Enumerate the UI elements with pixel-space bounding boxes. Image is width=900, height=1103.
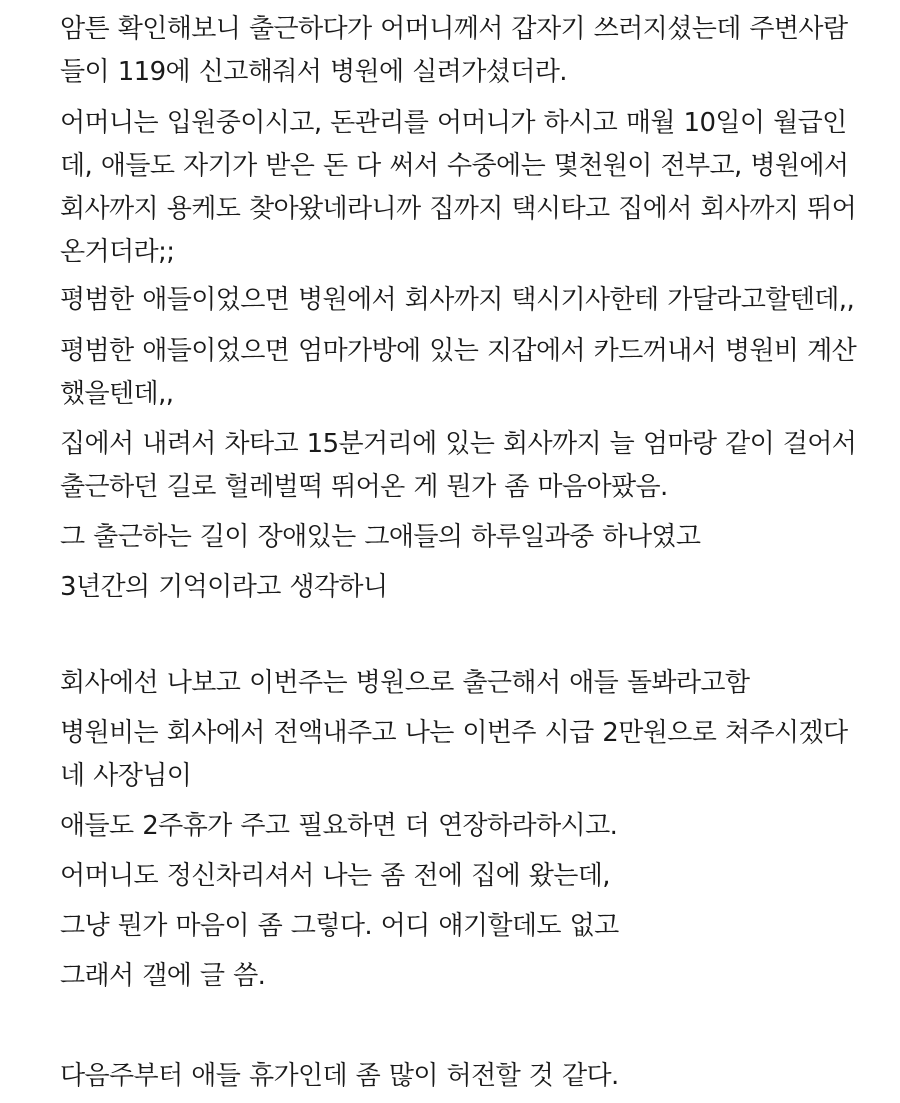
text-line: 데, 애들도 자기가 받은 돈 다 써서 수중에는 몇천원이 전부고, 병원에서 (60, 151, 849, 181)
text-line: 회사에선 나보고 이번주는 병원으로 출근해서 애들 돌봐라고함 (60, 668, 750, 698)
text-line: 3년간의 기억이라고 생각하니 (60, 572, 388, 602)
text-line: 애들도 2주휴가 주고 필요하면 더 연장하라하시고. (60, 811, 618, 841)
text-line: 회사까지 용케도 찾아왔네라니까 집까지 택시타고 집에서 회사까지 뛰어 (60, 194, 857, 224)
text-line: 들이 119에 신고해줘서 병원에 실려가셨더라. (60, 57, 567, 87)
text-line: 그냥 뭔가 마음이 좀 그렇다. 어디 얘기할데도 없고 (60, 911, 619, 941)
text-line: 평범한 애들이었으면 병원에서 회사까지 택시기사한테 가달라고할텐데,, (60, 285, 855, 315)
text-line: 병원비는 회사에서 전액내주고 나는 이번주 시급 2만원으로 쳐주시겠다 (60, 718, 848, 748)
text-line: 집에서 내려서 차타고 15분거리에 있는 회사까지 늘 엄마랑 같이 걸어서 (60, 429, 857, 459)
text-line: 암튼 확인해보니 출근하다가 어머니께서 갑자기 쓰러지셨는데 주변사람 (60, 14, 848, 44)
text-line: 평범한 애들이었으면 엄마가방에 있는 지갑에서 카드꺼내서 병원비 계산 (60, 336, 857, 366)
text-line: 온거더라;; (60, 237, 175, 267)
text-line: 어머니는 입원중이시고, 돈관리를 어머니가 하시고 매월 10일이 월급인 (60, 108, 847, 138)
text-line: 다음주부터 애들 휴가인데 좀 많이 허전할 것 같다. (60, 1061, 619, 1091)
text-line: 그 출근하는 길이 장애있는 그애들의 하루일과중 하나였고 (60, 522, 701, 552)
text-line: 어머니도 정신차리셔서 나는 좀 전에 집에 왔는데, (60, 861, 610, 891)
text-line: 그래서 갤에 글 씀. (60, 961, 266, 991)
text-line: 네 사장님이 (60, 761, 192, 791)
text-line: 했을텐데,, (60, 379, 174, 409)
text-line: 출근하던 길로 헐레벌떡 뛰어온 게 뭔가 좀 마음아팠음. (60, 472, 668, 502)
post-body (60, 0, 860, 1103)
